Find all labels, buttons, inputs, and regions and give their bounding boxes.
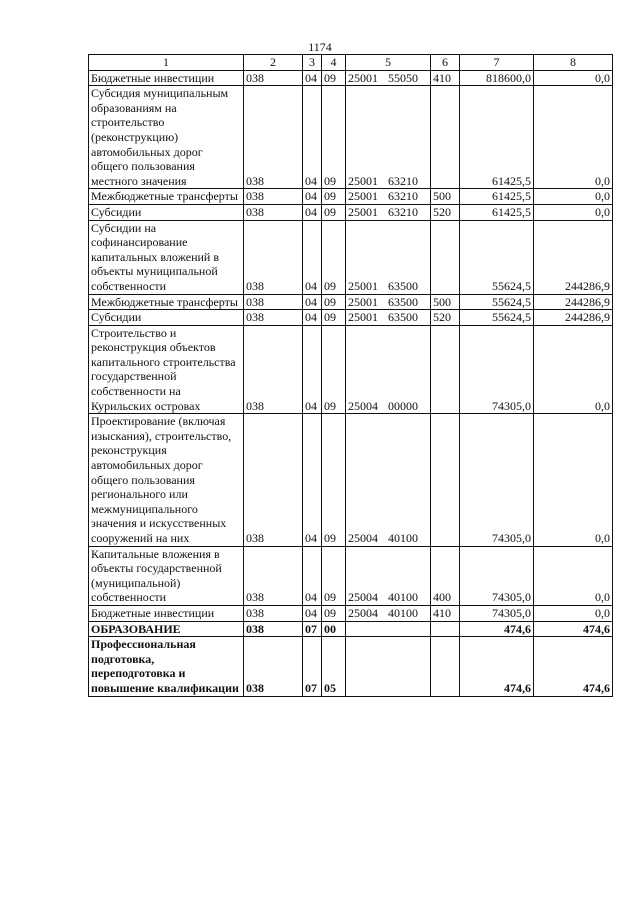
cell-col-5-part-b: 63500 <box>388 278 418 293</box>
cell-col-2: 038 <box>244 310 303 326</box>
cell-col-6: 410 <box>431 605 460 621</box>
cell-col-5-part-a: 25001 <box>348 204 378 219</box>
header-col-3: 3 <box>303 55 322 71</box>
cell-col-5-part-a: 25001 <box>348 310 378 325</box>
cell-col-7: 474,6 <box>460 637 534 696</box>
cell-col-4: 09 <box>322 294 346 310</box>
cell-col-4: 09 <box>322 414 346 546</box>
row-name: Межбюджетные трансферты <box>89 189 244 205</box>
header-col-7: 7 <box>460 55 534 71</box>
cell-col-2: 038 <box>244 637 303 696</box>
cell-col-5 <box>346 204 431 220</box>
cell-col-3: 04 <box>303 70 322 86</box>
cell-col-5-part-b: 55050 <box>388 70 418 85</box>
cell-col-5-part-b: 63500 <box>388 294 418 309</box>
cell-col-5-part-b: 63210 <box>388 173 418 188</box>
table-row <box>89 189 613 205</box>
header-col-2: 2 <box>244 55 303 71</box>
cell-col-8: 474,6 <box>534 637 613 696</box>
cell-col-4: 09 <box>322 86 346 189</box>
cell-col-2: 038 <box>244 605 303 621</box>
cell-col-4: 09 <box>322 605 346 621</box>
cell-col-5-part-a: 25004 <box>348 605 378 620</box>
row-name: Субсидии <box>89 310 244 326</box>
cell-col-4: 09 <box>322 325 346 414</box>
cell-col-7: 55624,5 <box>460 220 534 294</box>
cell-col-5 <box>346 414 431 546</box>
cell-col-3: 04 <box>303 546 322 605</box>
cell-col-4: 09 <box>322 310 346 326</box>
cell-col-8: 0,0 <box>534 605 613 621</box>
cell-col-7: 61425,5 <box>460 204 534 220</box>
table-row <box>89 605 613 621</box>
row-name: Профессиональная подготовка, переподготовка и повышение квалификации <box>89 637 244 696</box>
cell-col-3: 04 <box>303 605 322 621</box>
cell-col-8: 244286,9 <box>534 220 613 294</box>
budget-table <box>88 54 613 697</box>
table-row <box>89 310 613 326</box>
cell-col-4: 00 <box>322 621 346 637</box>
cell-col-4: 09 <box>322 70 346 86</box>
cell-col-5-part-b: 63210 <box>388 189 418 204</box>
cell-col-5-part-b: 40100 <box>388 605 418 620</box>
cell-col-6: 520 <box>431 310 460 326</box>
cell-col-8: 0,0 <box>534 86 613 189</box>
cell-col-5-part-a: 25001 <box>348 189 378 204</box>
header-col-5: 5 <box>346 55 431 71</box>
cell-col-6 <box>431 637 460 696</box>
table-row <box>89 414 613 546</box>
cell-col-3: 04 <box>303 310 322 326</box>
cell-col-8: 0,0 <box>534 189 613 205</box>
table-row <box>89 621 613 637</box>
cell-col-8: 0,0 <box>534 204 613 220</box>
cell-col-6 <box>431 325 460 414</box>
cell-col-4: 09 <box>322 220 346 294</box>
cell-col-3: 07 <box>303 637 322 696</box>
row-name: Капитальные вложения в объекты государственной (муниципальной) собственности <box>89 546 244 605</box>
cell-col-5-part-a: 25004 <box>348 590 378 605</box>
cell-col-5 <box>346 294 431 310</box>
row-name: Проектирование (включая изыскания), строительство, реконструкция автомобильных дорог общего пользования регионального или межмуниципального значения и искусственных сооружений на них <box>89 414 244 546</box>
cell-col-3: 04 <box>303 86 322 189</box>
table-row <box>89 86 613 189</box>
cell-col-2: 038 <box>244 621 303 637</box>
header-col-6: 6 <box>431 55 460 71</box>
cell-col-5 <box>346 325 431 414</box>
cell-col-5-part-b: 40100 <box>388 590 418 605</box>
row-name: Межбюджетные трансферты <box>89 294 244 310</box>
cell-col-7: 61425,5 <box>460 189 534 205</box>
table-row <box>89 294 613 310</box>
cell-col-7: 74305,0 <box>460 546 534 605</box>
header-col-8: 8 <box>534 55 613 71</box>
cell-col-7: 74305,0 <box>460 605 534 621</box>
cell-col-6: 500 <box>431 294 460 310</box>
cell-col-2: 038 <box>244 546 303 605</box>
cell-col-8: 0,0 <box>534 325 613 414</box>
cell-col-5-part-b: 63500 <box>388 310 418 325</box>
cell-col-5-part-a: 25004 <box>348 398 378 413</box>
row-name: Бюджетные инвестиции <box>89 70 244 86</box>
cell-col-7: 74305,0 <box>460 414 534 546</box>
cell-col-3: 07 <box>303 621 322 637</box>
table-row <box>89 637 613 696</box>
cell-col-2: 038 <box>244 86 303 189</box>
row-name: Субсидии <box>89 204 244 220</box>
cell-col-8: 0,0 <box>534 546 613 605</box>
cell-col-2: 038 <box>244 204 303 220</box>
cell-col-8: 474,6 <box>534 621 613 637</box>
cell-col-5-part-a: 25001 <box>348 70 378 85</box>
cell-col-2: 038 <box>244 220 303 294</box>
cell-col-6: 500 <box>431 189 460 205</box>
cell-col-3: 04 <box>303 414 322 546</box>
cell-col-7: 55624,5 <box>460 310 534 326</box>
row-name: ОБРАЗОВАНИЕ <box>89 621 244 637</box>
table-row <box>89 325 613 414</box>
cell-col-7: 74305,0 <box>460 325 534 414</box>
row-name: Строительство и реконструкция объектов капитального строительства государственной собственности на Курильских островах <box>89 325 244 414</box>
table-row <box>89 220 613 294</box>
table-row <box>89 204 613 220</box>
row-name: Субсидия муниципальным образованиям на строительство (реконструкцию) автомобильных дорог общего пользования местного значения <box>89 86 244 189</box>
table-row <box>89 70 613 86</box>
header-col-1: 1 <box>89 55 244 71</box>
cell-col-6: 520 <box>431 204 460 220</box>
cell-col-2: 038 <box>244 189 303 205</box>
cell-col-5-part-b: 40100 <box>388 531 418 545</box>
header-col-4: 4 <box>322 55 346 71</box>
cell-col-4: 09 <box>322 546 346 605</box>
cell-col-5-part-b: 00000 <box>388 398 418 413</box>
cell-col-2: 038 <box>244 325 303 414</box>
cell-col-5 <box>346 86 431 189</box>
cell-col-3: 04 <box>303 220 322 294</box>
cell-col-5 <box>346 546 431 605</box>
cell-col-5-part-a: 25004 <box>348 531 378 545</box>
cell-col-6 <box>431 86 460 189</box>
cell-col-6: 410 <box>431 70 460 86</box>
cell-col-5 <box>346 220 431 294</box>
cell-col-3: 04 <box>303 204 322 220</box>
cell-col-7: 61425,5 <box>460 86 534 189</box>
page-number: 1174 <box>308 40 332 54</box>
cell-col-8: 244286,9 <box>534 294 613 310</box>
header-row <box>89 55 613 71</box>
cell-col-5 <box>346 637 431 696</box>
row-name: Субсидии на софинансирование капитальных вложений в объекты муниципальной собственности <box>89 220 244 294</box>
cell-col-5 <box>346 605 431 621</box>
cell-col-5-part-a: 25001 <box>348 278 378 293</box>
cell-col-6: 400 <box>431 546 460 605</box>
cell-col-2: 038 <box>244 294 303 310</box>
cell-col-3: 04 <box>303 325 322 414</box>
cell-col-5-part-a: 25001 <box>348 294 378 309</box>
table-row <box>89 546 613 605</box>
cell-col-6 <box>431 220 460 294</box>
row-name: Бюджетные инвестиции <box>89 605 244 621</box>
cell-col-5 <box>346 621 431 637</box>
cell-col-5-part-b: 63210 <box>388 204 418 219</box>
cell-col-6 <box>431 621 460 637</box>
cell-col-7: 474,6 <box>460 621 534 637</box>
cell-col-5 <box>346 310 431 326</box>
cell-col-4: 09 <box>322 189 346 205</box>
cell-col-5 <box>346 189 431 205</box>
cell-col-2: 038 <box>244 414 303 546</box>
cell-col-4: 09 <box>322 204 346 220</box>
cell-col-6 <box>431 414 460 546</box>
cell-col-5-part-a: 25001 <box>348 173 378 188</box>
cell-col-2: 038 <box>244 70 303 86</box>
cell-col-4: 05 <box>322 637 346 696</box>
cell-col-5 <box>346 70 431 86</box>
cell-col-3: 04 <box>303 294 322 310</box>
cell-col-7: 818600,0 <box>460 70 534 86</box>
cell-col-8: 0,0 <box>534 70 613 86</box>
cell-col-8: 244286,9 <box>534 310 613 326</box>
cell-col-7: 55624,5 <box>460 294 534 310</box>
cell-col-8: 0,0 <box>534 414 613 546</box>
cell-col-3: 04 <box>303 189 322 205</box>
